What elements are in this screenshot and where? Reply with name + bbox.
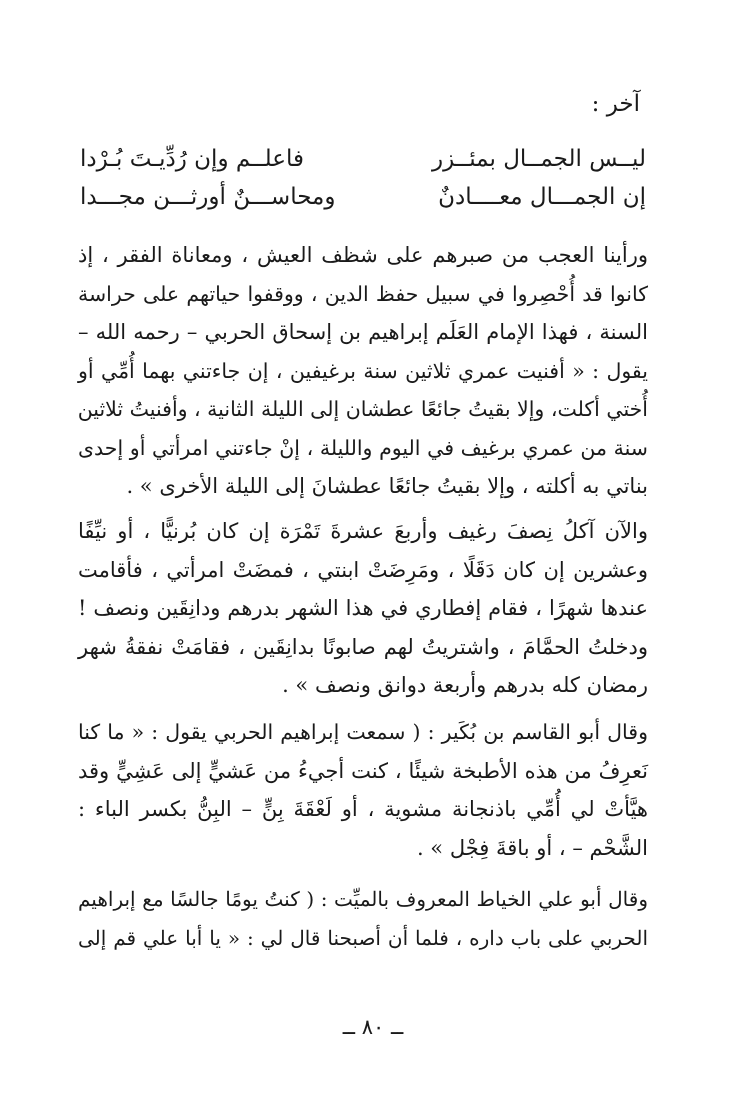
text-line: عندها شهرًا ، فقام إفطاري في هذا الشهر بدرهم ودانِقَين ونصف ! bbox=[78, 596, 648, 620]
paragraph bbox=[78, 236, 648, 506]
verse-line bbox=[80, 178, 646, 218]
paragraph bbox=[78, 512, 648, 705]
text-line: هيَّأتْ لي أُمِّي باذنجانة مشوية ، أو لَعْقَةَ بِنٍّ – البِنُّ بكسر الباء : bbox=[78, 797, 648, 821]
text-line: كانوا قد أُحْصِروا في سبيل حفظ الدين ، ووقفوا حياتهم على حراسة bbox=[78, 281, 648, 306]
text-line: الحربي على باب داره ، فلما أن أصبحنا قال لي : « يا أبا علي قم إلى bbox=[78, 925, 648, 950]
text-line: وقال أبو علي الخياط المعروف بالميِّت : ( كنتُ يومًا جالسًا مع إبراهيم bbox=[78, 887, 648, 911]
text-line: رمضان كله بدرهم وأربعة دوانق ونصف » . bbox=[282, 673, 648, 697]
poem-intro: آخر : bbox=[591, 91, 640, 117]
text-line: ورأينا العجب من صبرهم على شظف العيش ، ومعاناة الفقر ، إذ bbox=[78, 243, 648, 267]
verse-line bbox=[80, 140, 646, 180]
text-line: الشَّحْم – ، أو باقةَ فِجْل » . bbox=[416, 835, 648, 860]
text-line: وعشرين إن كان دَقَلًا ، ومَرِضَتْ ابنتي ، فمضَتْ امرأتي ، فأقامت bbox=[78, 557, 648, 582]
text-line: بناتي به أكلته ، وإلا بقيتُ جائعًا عطشانَ إلى الليلة الأخرى » . bbox=[126, 474, 648, 498]
verse-hemistich-second: ومحاســـنٌ أورثـــن مجـــدا bbox=[80, 184, 336, 210]
verse-hemistich-first: إن الجمـــال معــــادنٌ bbox=[438, 184, 646, 210]
verse-hemistich-first: ليــس الجمــال بمئــزر bbox=[431, 146, 646, 172]
page-number: ــ ٨٠ ــ bbox=[342, 1015, 404, 1039]
text-line: يقول : « أفنيت عمري ثلاثين سنة برغيفين ، إن جاءتني بهما أُمِّي أو bbox=[78, 358, 648, 383]
text-line: سنة من عمري برغيف في اليوم والليلة ، إنْ جاءتني امرأتي أو إحدى bbox=[78, 435, 648, 460]
paragraph bbox=[78, 713, 648, 867]
text-line: نَعرِفُ من هذه الأطبخة شيئًا ، كنت أجيءُ من عَشيٍّ إلى عَشِيٍّ وقد bbox=[78, 758, 648, 783]
text-line: السنة ، فهذا الإمام العَلَم إبراهيم بن إسحاق الحربي – رحمه الله – bbox=[78, 320, 648, 344]
text-line: أُختي أكلت، وإلا بقيتُ جائعًا عطشان إلى الليلة الثانية ، وأفنيتُ ثلاثين bbox=[77, 397, 648, 421]
paragraph bbox=[78, 880, 648, 957]
text-line: والآن آكلُ نِصفَ رغيف وأربعَ عشرةَ تَمْرَة إن كان بُرنيًّا ، أو نيِّفًا bbox=[78, 519, 648, 543]
text-line: ودخلتُ الحمَّامَ ، واشتريتُ لهم صابونًا بدانِقَين ، فقامَتْ نفقةُ شهر bbox=[78, 634, 648, 659]
text-line: وقال أبو القاسم بن بُكَير : ( سمعت إبراهيم الحربي يقول : « ما كنا bbox=[78, 720, 648, 744]
verse-hemistich-second: فاعلــم وإن رُدِّيـتَ بُـرْدا bbox=[80, 146, 304, 172]
